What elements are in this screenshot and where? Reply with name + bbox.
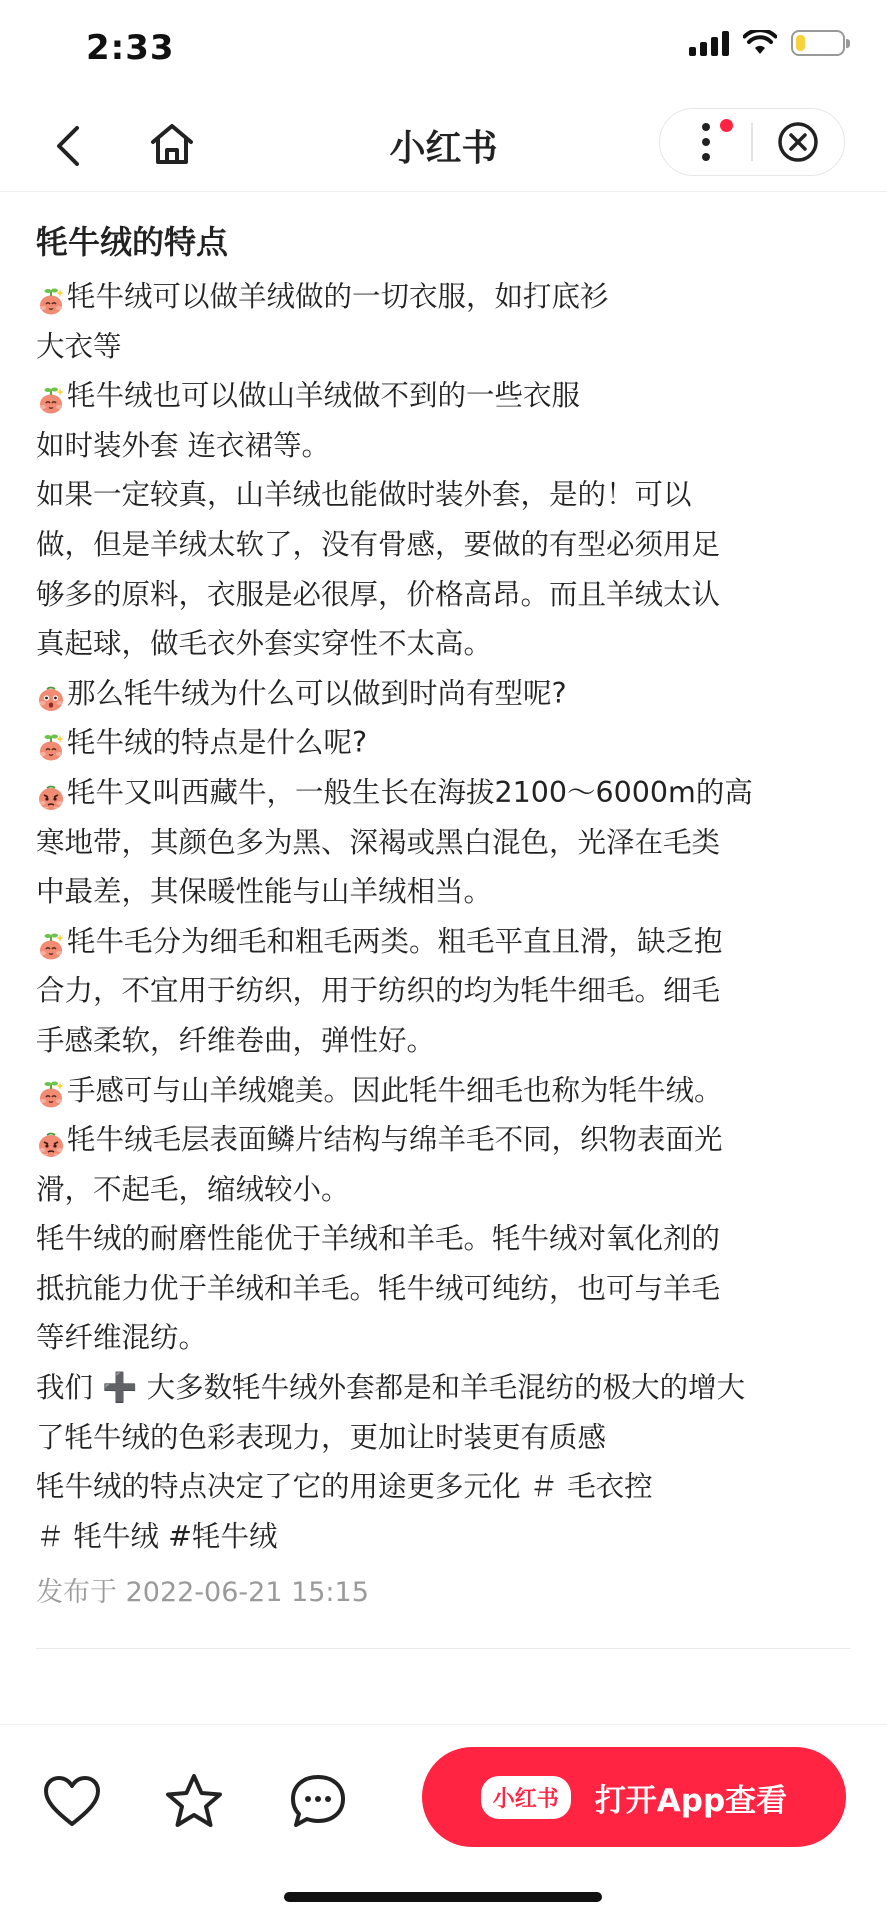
note-line-text: 手感柔软，纤维卷曲，弹性好。: [36, 1023, 436, 1057]
note-line: [36, 718, 856, 768]
note-line: [36, 818, 856, 868]
note-line: [36, 1264, 856, 1314]
like-button[interactable]: [40, 1769, 104, 1833]
note-line-text: 牦牛绒毛层表面鳞片结构与绵羊毛不同，织物表面光: [67, 1123, 723, 1157]
back-button[interactable]: [40, 118, 96, 174]
note-line-text: 牦牛绒可以做羊绒做的一切衣服，如打底衫: [67, 280, 609, 313]
note-line-text: 合力，不宜用于纺织，用于纺织的均为牦牛细毛。细毛: [36, 974, 721, 1008]
pleading-face-emoji: [36, 778, 66, 808]
note-line-text: 大衣等: [36, 329, 122, 363]
note-line-text: 寒地带，其颜色多为黑、深褐或黑白混色，光泽在毛类: [36, 825, 721, 859]
sprout-face-emoji: [36, 1075, 66, 1105]
note-line-text: 滑，不起毛，缩绒较小。: [36, 1172, 350, 1206]
mini-program-capsule: [659, 108, 845, 176]
note-line: [36, 966, 856, 1016]
close-circle-icon: [776, 120, 820, 164]
notification-dot: [720, 119, 733, 132]
comment-button[interactable]: [286, 1769, 350, 1833]
page-title: 小红书: [389, 128, 498, 169]
publish-date: 发布于 2022-06-21 15:15: [36, 1577, 369, 1609]
note-line-text: 抵抗能力优于羊绒和羊毛。牦牛绒可纯纺，也可与羊毛: [36, 1271, 721, 1305]
bottom-bar: [0, 1724, 887, 1920]
note-line: [36, 1214, 856, 1264]
note-line-text: 等纤维混纺。: [36, 1321, 208, 1355]
note-line-text: 真起球，做毛衣外套实穿性不太高。: [36, 627, 493, 661]
sprout-face-emoji: [36, 728, 66, 758]
xiaohongshu-logo: 小红书: [481, 1776, 571, 1819]
open-app-button[interactable]: [422, 1747, 846, 1847]
note-line-text: 牦牛绒的耐磨性能优于羊绒和羊毛。牦牛绒对氧化剂的: [36, 1222, 721, 1256]
status-bar: [0, 0, 887, 96]
open-app-label: 打开App查看: [594, 1782, 788, 1819]
note-line: [36, 322, 856, 372]
more-vertical-icon: [700, 121, 712, 163]
note-line: [36, 1363, 856, 1413]
note-line: [36, 570, 856, 620]
note-line-text: 中最差，其保暖性能与山羊绒相当。: [36, 875, 493, 909]
home-icon: [149, 122, 195, 166]
note-line-text: 了牦牛绒的色彩表现力，更加让时装更有质感: [36, 1420, 607, 1454]
chevron-left-icon: [53, 124, 83, 168]
note-line: [36, 1313, 856, 1363]
note-line-text: 牦牛绒也可以做山羊绒做不到的一些衣服: [67, 379, 581, 413]
note-line-text: 如时装外套 连衣裙等。: [36, 428, 331, 462]
note-line: [36, 272, 856, 322]
note-line-text: 那么牦牛绒为什么可以做到时尚有型呢?: [67, 676, 567, 710]
note-line: [36, 1165, 856, 1215]
note-line: [36, 1066, 856, 1116]
status-time: 2:33: [86, 28, 175, 68]
star-icon: [164, 1772, 224, 1830]
more-button[interactable]: [660, 109, 751, 175]
note-line-text: 做，但是羊绒太软了，没有骨感，要做的有型必须用足: [36, 527, 721, 561]
content-divider: [36, 1648, 851, 1649]
note-line: [36, 1115, 856, 1165]
note-line-text: 如果一定较真，山羊绒也能做时装外套，是的！可以: [36, 478, 692, 512]
wifi-icon: [743, 30, 777, 56]
home-button[interactable]: [144, 116, 200, 172]
note-line: [36, 421, 856, 471]
nav-bar: [0, 100, 887, 192]
note-title: 牦牛绒的特点: [36, 223, 229, 261]
comment-icon: [288, 1772, 348, 1830]
note-line-text: 够多的原料，衣服是必很厚，价格高昂。而且羊绒太认: [36, 577, 721, 611]
note-line: [36, 520, 856, 570]
note-line-text: 牦牛绒的特点决定了它的用途更多元化 ＃ 毛衣控: [36, 1470, 653, 1504]
pleading-face-emoji: [36, 1125, 66, 1155]
note-line: [36, 1016, 856, 1066]
note-line-text: 牦牛毛分为细毛和粗毛两类。粗毛平直且滑，缺乏抱: [67, 924, 723, 958]
status-icons: [689, 30, 845, 56]
note-line-text: 手感可与山羊绒媲美。因此牦牛细毛也称为牦牛绒。: [67, 1073, 723, 1107]
cellular-signal-icon: [689, 30, 729, 56]
note-line-text: ＃ 牦牛绒 #牦牛绒: [36, 1519, 278, 1553]
battery-icon: [791, 30, 845, 56]
close-button[interactable]: [753, 109, 844, 175]
sprout-face-emoji: [36, 381, 66, 411]
note-line-text: 牦牛绒的特点是什么呢?: [67, 726, 368, 760]
note-line: [36, 917, 856, 967]
note-line: [36, 371, 856, 421]
home-indicator[interactable]: [284, 1892, 602, 1902]
note-line: [36, 867, 856, 917]
note-line-text: 我们 ➕ 大多数牦牛绒外套都是和羊毛混纺的极大的增大: [36, 1371, 746, 1405]
note-line: [36, 768, 856, 818]
note-line: [36, 619, 856, 669]
sprout-face-emoji: [36, 282, 66, 312]
heart-icon: [42, 1774, 102, 1828]
note-content: [36, 214, 856, 1615]
note-line: [36, 1462, 856, 1512]
note-body: [36, 272, 856, 1561]
note-line: [36, 1512, 856, 1562]
note-line: [36, 1413, 856, 1463]
battery-level: [796, 35, 805, 51]
note-line: [36, 669, 856, 719]
note-line-text: 牦牛又叫西藏牛，一般生长在海拔2100～6000m的高: [67, 775, 753, 809]
surprised-face-emoji: [36, 679, 66, 709]
collect-button[interactable]: [162, 1769, 226, 1833]
note-line: [36, 470, 856, 520]
sprout-face-emoji: [36, 927, 66, 957]
